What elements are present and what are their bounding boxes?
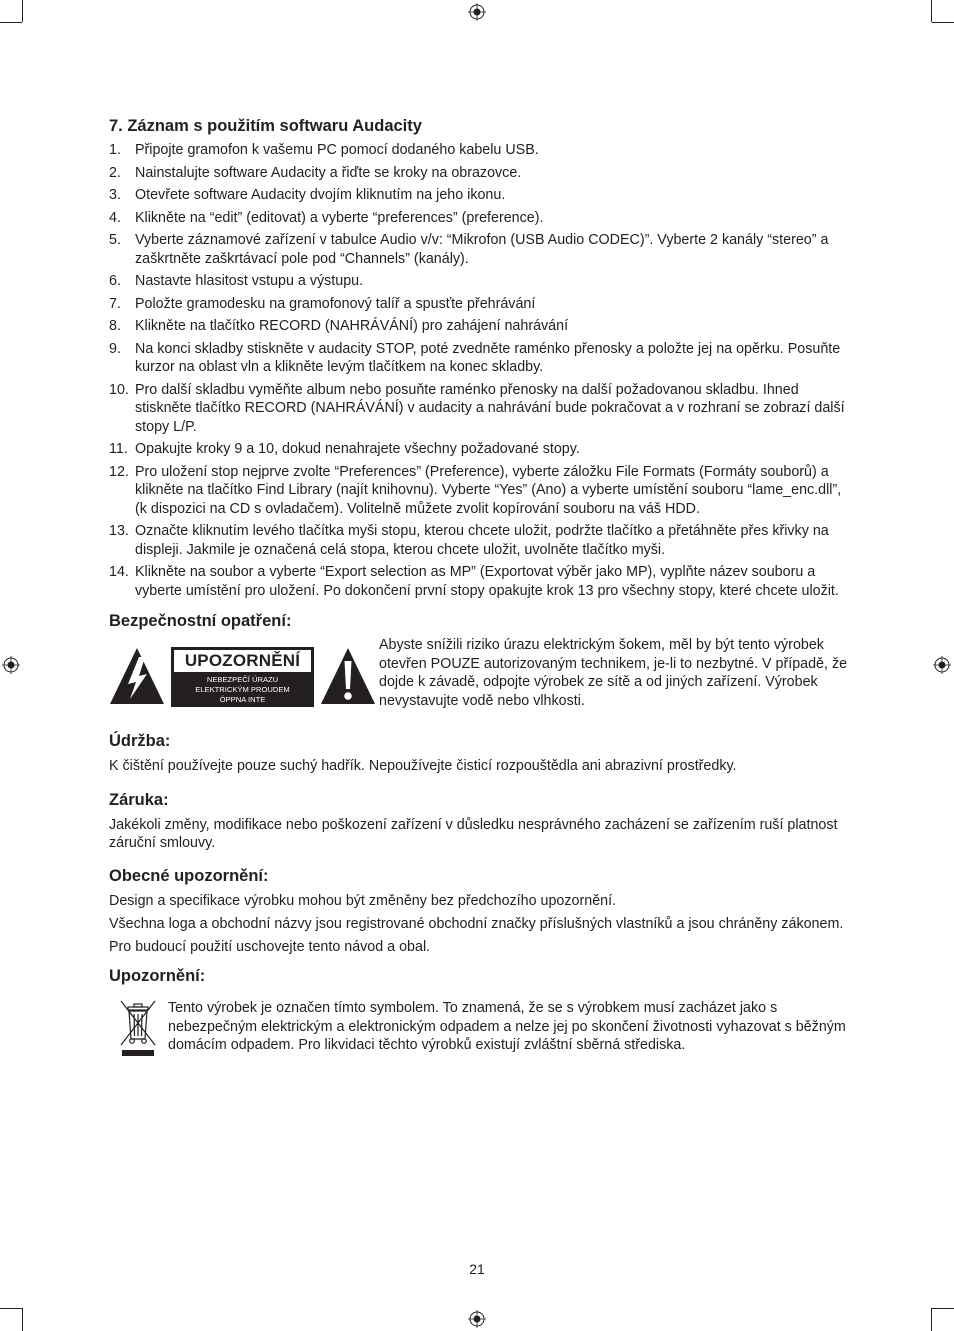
section-title-maintenance: Údržba: (109, 732, 171, 750)
crop-mark (932, 1308, 954, 1309)
list-item (109, 381, 845, 437)
section-title-safety: Bezpečnostní opatření: (109, 612, 292, 630)
safety-block (109, 636, 848, 720)
list-item (109, 186, 845, 205)
list-item-text: Položte gramodesku na gramofonový talíř a spusťte přehrávání (135, 295, 536, 312)
list-item (109, 272, 845, 291)
list-item-number: 8. (109, 318, 121, 334)
list-item (109, 440, 845, 459)
list-item-text: Klikněte na tlačítko RECORD (NAHRÁVÁNÍ) pro zahájení nahrávání (135, 318, 569, 334)
registration-mark-icon (468, 3, 486, 21)
list-item-text: Nainstalujte software Audacity a řiďte se kroky na obrazovce. (135, 164, 522, 181)
lightning-triangle-icon (109, 647, 165, 705)
list-item (109, 340, 845, 377)
list-item-number: 2. (109, 164, 121, 181)
maintenance-text: K čištění používejte pouze suchý hadřík. Nepoužívejte čisticí rozpouštědla ani abrazivní prostředky. (109, 758, 737, 774)
crop-mark (932, 22, 954, 23)
list-item-number: 13. (109, 523, 129, 539)
list-item (109, 209, 845, 228)
list-item (109, 522, 845, 559)
list-item (109, 463, 845, 519)
notice-text: Tento výrobek je označen tímto symbolem. To znamená, že se s výrobkem musí zacházet jako s nebezpečným elektrickým a elektronickým odpadem a nelze jej po skončení životnosti vyhazovat s běžným domácím odpadem. Pro likvidaci těchto výrobků existují zvláštní sběrná střediska. (168, 1000, 846, 1053)
exclamation-triangle-icon (320, 647, 376, 705)
crop-mark (0, 1308, 22, 1309)
warning-sub-line: ÓPPNA INTE (219, 695, 266, 704)
weee-block (109, 999, 845, 1061)
safety-text: Abyste snížili riziko úrazu elektrickým šokem, měl by být tento výrobek otevřen POUZE autorizovaným technikem, je-li to nezbytné. V případě, že dojde k závadě, odpojte výrobek ze sítě a od jiných zařízení. Výrobek nevystavujte vodě nebo vlhkosti. (379, 637, 848, 709)
crop-mark (22, 1308, 23, 1331)
warning-label (171, 647, 314, 707)
list-item-number: 3. (109, 187, 121, 203)
list-item (109, 317, 845, 336)
list-item (109, 563, 845, 600)
crop-mark (22, 0, 23, 22)
warning-sub-line: ELEKTRICKÝM PROUDEM (195, 685, 290, 694)
section-title-notice: Upozornění: (109, 967, 206, 985)
list-item (109, 231, 845, 268)
general-paragraphs (109, 892, 845, 957)
list-item-text: Na konci skladby stiskněte v audacity STOP, poté zvedněte raménko přenosky a položte jej na opěrku. Posuňte kurzor na oblast vln a klikněte levým tlačítkem na konec skladby. (135, 340, 841, 375)
registration-mark-icon (2, 656, 20, 674)
list-item-text: Pro další skladbu vyměňte album nebo posuňte raménko přenosky na další požadovanou skladbu. Ihned stiskněte tlačítko RECORD (NAHRÁVÁNÍ) v audacity a nahrávání bude pokračovat a v rozhraní se zobrazí další stopy L/P. (135, 381, 845, 435)
list-item-number: 1. (109, 142, 121, 158)
list-item-text: Klikněte na “edit” (editovat) a vyberte “preferences” (preference). (135, 209, 544, 226)
warning-sub-line: NEBEZPEČÍ ÚRAZU (206, 675, 279, 684)
list-item-number: 4. (109, 209, 121, 226)
list-item-text: Opakujte kroky 9 a 10, dokud nenahrajete všechny požadované stopy. (135, 441, 580, 457)
general-paragraph: Všechna loga a obchodní názvy jsou registrované obchodní značky příslušných vlastníků a jsou chráněny zákonem. (109, 915, 844, 932)
list-item-number: 12. (109, 463, 129, 480)
registration-mark-icon (468, 1310, 486, 1328)
list-item-text: Označte kliknutím levého tlačítka myši stopu, kterou chcete uložit, podržte tlačítko a přetáhněte přes křivky na displeji. Jakmile je označená celá stopa, kterou chcete uložit, uvolněte tlačítko myši. (135, 523, 829, 558)
list-item-number: 6. (109, 273, 121, 289)
crop-mark (0, 22, 22, 23)
list-item-text: Otevřete software Audacity dvojím kliknutím na jeho ikonu. (135, 187, 506, 203)
list-item-text: Klikněte na soubor a vyberte “Export selection as MP” (Exportovat výběr jako MP), vyplňte název souboru a vyberte umístění pro uložení. Po dokončení první stopy opakujte krok 13 pro všechny stopy, které chcete uložit. (135, 564, 839, 599)
page-number: 21 (469, 1261, 485, 1277)
page-content (109, 115, 848, 1061)
list-item-number: 7. (109, 295, 121, 312)
list-item-number: 14. (109, 564, 129, 580)
list-item-text: Připojte gramofon k vašemu PC pomocí dodaného kabelu USB. (135, 142, 539, 158)
list-item (109, 141, 845, 160)
warning-title: UPOZORNĚNÍ (174, 650, 311, 672)
crossed-bin-icon (120, 999, 156, 1057)
list-item-number: 5. (109, 232, 121, 248)
crop-mark (931, 1308, 932, 1331)
section-title-general: Obecné upozornění: (109, 866, 269, 885)
list-item-text: Nastavte hlasitost vstupu a výstupu. (135, 273, 364, 289)
registration-mark-icon (933, 656, 951, 674)
list-item (109, 164, 845, 183)
general-paragraph: Design a specifikace výrobku mohou být změněny bez předchozího upozornění. (109, 892, 617, 909)
section-title-warranty: Záruka: (109, 790, 169, 809)
steps-list (109, 141, 845, 600)
crop-mark (931, 0, 932, 22)
list-item-number: 9. (109, 340, 121, 357)
warning-subtext (174, 675, 311, 705)
list-item-number: 11. (109, 441, 128, 457)
list-item-text: Pro uložení stop nejprve zvolte “Preferences” (Preference), vyberte záložku File Formats (Formáty souborů) a klikněte na tlačítko Find Library (najít knihovnu). Vyberte “Yes” (Ano) a vyberte umístění souboru “lame_enc.dll”, (k dispozici na CD s ovladačem). Volitelně můžete zvolit kopírování souboru na váš HDD. (135, 463, 842, 517)
general-paragraph: Pro budoucí použití uschovejte tento návod a obal. (109, 938, 431, 955)
section-title-recording: 7. Záznam s použitím softwaru Audacity (109, 117, 422, 135)
warranty-text: Jakékoli změny, modifikace nebo poškození zařízení v důsledku nesprávného zacházení se zařízením ruší platnost záruční smlouvy. (109, 816, 838, 851)
list-item (109, 295, 845, 314)
list-item-number: 10. (109, 381, 129, 398)
list-item-text: Vyberte záznamové zařízení v tabulce Audio v/v: “Mikrofon (USB Audio CODEC)”. Vyberte 2 kanály “stereo” a zaškrtněte zaškrtávací pole pod “Channels” (kanály). (135, 232, 829, 267)
